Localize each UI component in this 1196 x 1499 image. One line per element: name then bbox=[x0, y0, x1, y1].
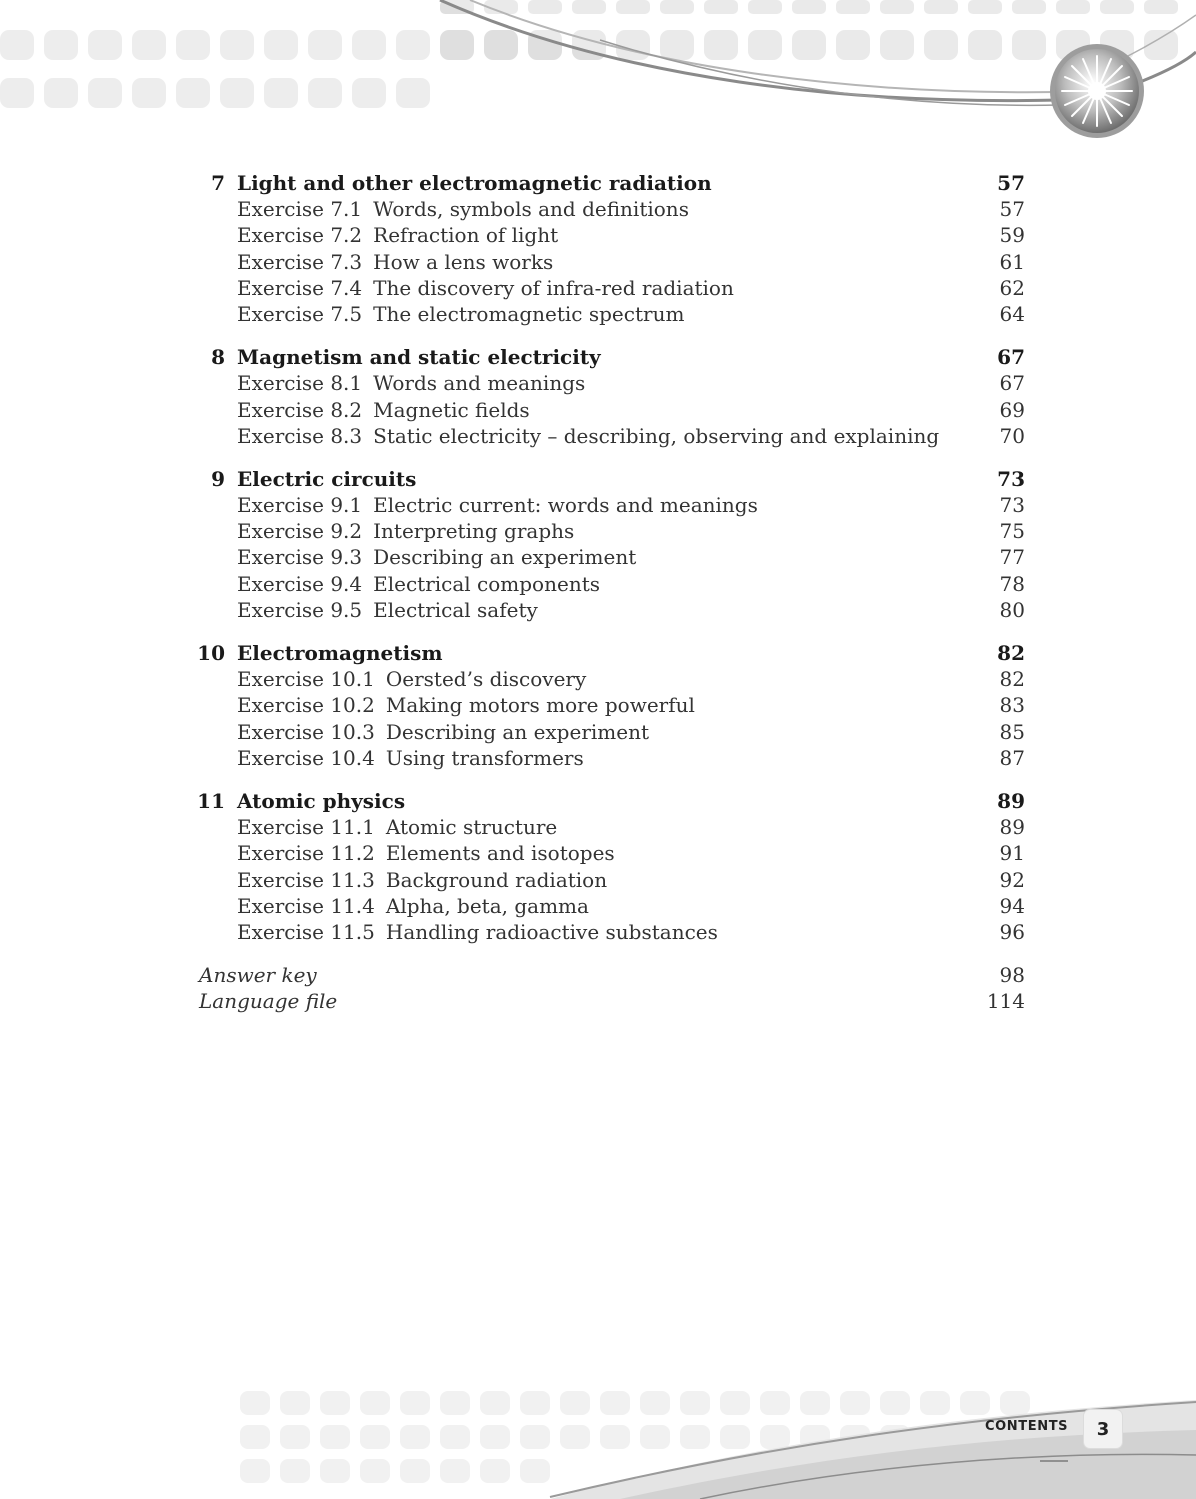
chapter-heading[interactable] bbox=[195, 170, 1025, 196]
exercise-title: Electrical components bbox=[373, 571, 600, 596]
exercise-title: Magnetic fields bbox=[373, 397, 530, 422]
chapter-heading[interactable] bbox=[195, 466, 1025, 492]
back-matter-title: Language file bbox=[199, 989, 338, 1014]
exercise-page: 64 bbox=[999, 301, 1025, 326]
exercise-title: Oersted’s discovery bbox=[385, 667, 587, 692]
exercise-page: 59 bbox=[999, 223, 1025, 248]
language-file-entry[interactable] bbox=[195, 988, 1025, 1014]
exercise-title: Refraction of light bbox=[373, 223, 559, 248]
chapter-title: Magnetism and static electricity bbox=[237, 345, 601, 370]
exercise-title: Elements and isotopes bbox=[385, 841, 615, 866]
back-matter bbox=[195, 962, 1025, 1014]
exercise-id: Exercise 11.4 bbox=[237, 893, 375, 918]
exercise-page: 82 bbox=[999, 667, 1025, 692]
exercise-page: 92 bbox=[999, 867, 1025, 892]
exercise-entry[interactable] bbox=[195, 745, 1025, 771]
chapter-page: 82 bbox=[997, 641, 1025, 665]
exercise-page: 87 bbox=[999, 745, 1025, 770]
exercise-entry[interactable] bbox=[195, 492, 1025, 518]
chapter-heading[interactable] bbox=[195, 344, 1025, 370]
exercise-entry[interactable] bbox=[195, 249, 1025, 275]
chapter-number: 10 bbox=[197, 641, 225, 665]
exercise-page: 83 bbox=[999, 693, 1025, 718]
exercise-id: Exercise 9.4 bbox=[237, 571, 363, 596]
exercise-title: Background radiation bbox=[385, 867, 608, 892]
page-number-badge: 3 bbox=[1084, 1410, 1122, 1448]
exercise-id: Exercise 10.1 bbox=[237, 667, 375, 692]
exercise-page: 89 bbox=[999, 815, 1025, 840]
back-matter-title: Answer key bbox=[199, 963, 317, 988]
exercise-title: Describing an experiment bbox=[373, 545, 637, 570]
back-matter-page: 98 bbox=[999, 963, 1025, 988]
starburst-emblem-icon bbox=[1050, 44, 1144, 138]
exercise-page: 75 bbox=[999, 519, 1025, 544]
exercise-entry[interactable] bbox=[195, 222, 1025, 248]
chapter-page: 89 bbox=[997, 788, 1025, 813]
chapter-page: 57 bbox=[997, 171, 1025, 195]
exercise-page: 91 bbox=[999, 841, 1025, 866]
chapter-10 bbox=[195, 640, 1025, 771]
exercise-title: Interpreting graphs bbox=[373, 519, 575, 544]
exercise-page: 78 bbox=[999, 571, 1025, 596]
exercise-page: 70 bbox=[999, 423, 1025, 448]
exercise-id: Exercise 10.4 bbox=[237, 745, 375, 770]
chapter-page: 73 bbox=[997, 466, 1025, 491]
exercise-id: Exercise 10.2 bbox=[237, 693, 375, 718]
exercise-page: 67 bbox=[999, 371, 1025, 396]
exercise-id: Exercise 7.5 bbox=[237, 301, 363, 326]
exercise-entry[interactable] bbox=[195, 597, 1025, 623]
exercise-entry[interactable] bbox=[195, 719, 1025, 745]
exercise-title: Atomic structure bbox=[385, 815, 558, 840]
chapter-11 bbox=[195, 788, 1025, 945]
exercise-id: Exercise 9.3 bbox=[237, 545, 363, 570]
chapter-title: Light and other electromagnetic radiation bbox=[237, 171, 712, 195]
chapter-title: Electric circuits bbox=[237, 466, 417, 491]
answer-key-entry[interactable] bbox=[195, 962, 1025, 988]
chapter-number: 8 bbox=[211, 345, 225, 370]
exercise-id: Exercise 11.2 bbox=[237, 841, 375, 866]
exercise-title: Making motors more powerful bbox=[385, 693, 695, 718]
exercise-entry[interactable] bbox=[195, 301, 1025, 327]
exercise-id: Exercise 9.1 bbox=[237, 493, 363, 518]
exercise-entry[interactable] bbox=[195, 919, 1025, 945]
exercise-id: Exercise 7.1 bbox=[237, 197, 363, 222]
exercise-page: 80 bbox=[999, 597, 1025, 622]
exercise-id: Exercise 7.4 bbox=[237, 275, 363, 300]
header-decoration bbox=[0, 0, 1196, 150]
exercise-entry[interactable] bbox=[195, 370, 1025, 396]
exercise-entry[interactable] bbox=[195, 275, 1025, 301]
exercise-entry[interactable] bbox=[195, 867, 1025, 893]
chapter-number: 11 bbox=[197, 788, 225, 813]
exercise-page: 77 bbox=[999, 545, 1025, 570]
footer-decoration bbox=[0, 1385, 1196, 1499]
exercise-title: Words, symbols and definitions bbox=[373, 197, 689, 222]
exercise-entry[interactable] bbox=[195, 423, 1025, 449]
exercise-page: 69 bbox=[999, 397, 1025, 422]
back-matter-page: 114 bbox=[986, 989, 1025, 1014]
exercise-title: Electric current: words and meanings bbox=[373, 493, 758, 518]
chapter-7 bbox=[195, 170, 1025, 327]
exercise-title: Using transformers bbox=[385, 745, 584, 770]
exercise-title: The electromagnetic spectrum bbox=[373, 301, 685, 326]
exercise-page: 85 bbox=[999, 719, 1025, 744]
exercise-id: Exercise 11.3 bbox=[237, 867, 375, 892]
exercise-entry[interactable] bbox=[195, 518, 1025, 544]
chapter-heading[interactable] bbox=[195, 788, 1025, 814]
chapter-number: 7 bbox=[211, 171, 225, 195]
exercise-entry[interactable] bbox=[195, 397, 1025, 423]
exercise-page: 57 bbox=[999, 197, 1025, 222]
exercise-title: Describing an experiment bbox=[385, 719, 649, 744]
exercise-page: 96 bbox=[999, 919, 1025, 944]
exercise-page: 61 bbox=[999, 249, 1025, 274]
exercise-title: Handling radioactive substances bbox=[385, 919, 718, 944]
exercise-entry[interactable] bbox=[195, 571, 1025, 597]
exercise-entry[interactable] bbox=[195, 666, 1025, 692]
chapter-8 bbox=[195, 344, 1025, 449]
exercise-id: Exercise 10.3 bbox=[237, 719, 375, 744]
table-of-contents bbox=[195, 170, 1025, 1014]
chapter-heading[interactable] bbox=[195, 640, 1025, 666]
exercise-entry[interactable] bbox=[195, 893, 1025, 919]
exercise-id: Exercise 7.2 bbox=[237, 223, 363, 248]
exercise-page: 94 bbox=[999, 893, 1025, 918]
footer-section-label: CONTENTS bbox=[985, 1419, 1069, 1434]
exercise-entry[interactable] bbox=[195, 692, 1025, 718]
chapter-title: Atomic physics bbox=[237, 788, 406, 813]
exercise-page: 62 bbox=[999, 275, 1025, 300]
exercise-entry[interactable] bbox=[195, 814, 1025, 840]
exercise-title: Electrical safety bbox=[373, 597, 538, 622]
exercise-id: Exercise 11.1 bbox=[237, 815, 375, 840]
exercise-entry[interactable] bbox=[195, 840, 1025, 866]
exercise-entry[interactable] bbox=[195, 196, 1025, 222]
exercise-title: Words and meanings bbox=[373, 371, 586, 396]
exercise-title: Alpha, beta, gamma bbox=[385, 893, 589, 918]
exercise-id: Exercise 9.2 bbox=[237, 519, 363, 544]
chapter-page: 67 bbox=[997, 345, 1025, 370]
exercise-id: Exercise 7.3 bbox=[237, 249, 363, 274]
exercise-entry[interactable] bbox=[195, 544, 1025, 570]
chapter-title: Electromagnetism bbox=[237, 641, 443, 665]
exercise-id: Exercise 11.5 bbox=[237, 919, 375, 944]
chapter-number: 9 bbox=[211, 466, 225, 491]
exercise-page: 73 bbox=[999, 493, 1025, 518]
exercise-id: Exercise 8.1 bbox=[237, 371, 363, 396]
exercise-title: The discovery of infra-red radiation bbox=[373, 275, 734, 300]
chapter-9 bbox=[195, 466, 1025, 623]
exercise-id: Exercise 8.2 bbox=[237, 397, 363, 422]
exercise-id: Exercise 9.5 bbox=[237, 597, 363, 622]
exercise-id: Exercise 8.3 bbox=[237, 423, 363, 448]
exercise-title: Static electricity – describing, observing and explaining bbox=[373, 423, 940, 448]
exercise-title: How a lens works bbox=[373, 249, 554, 274]
